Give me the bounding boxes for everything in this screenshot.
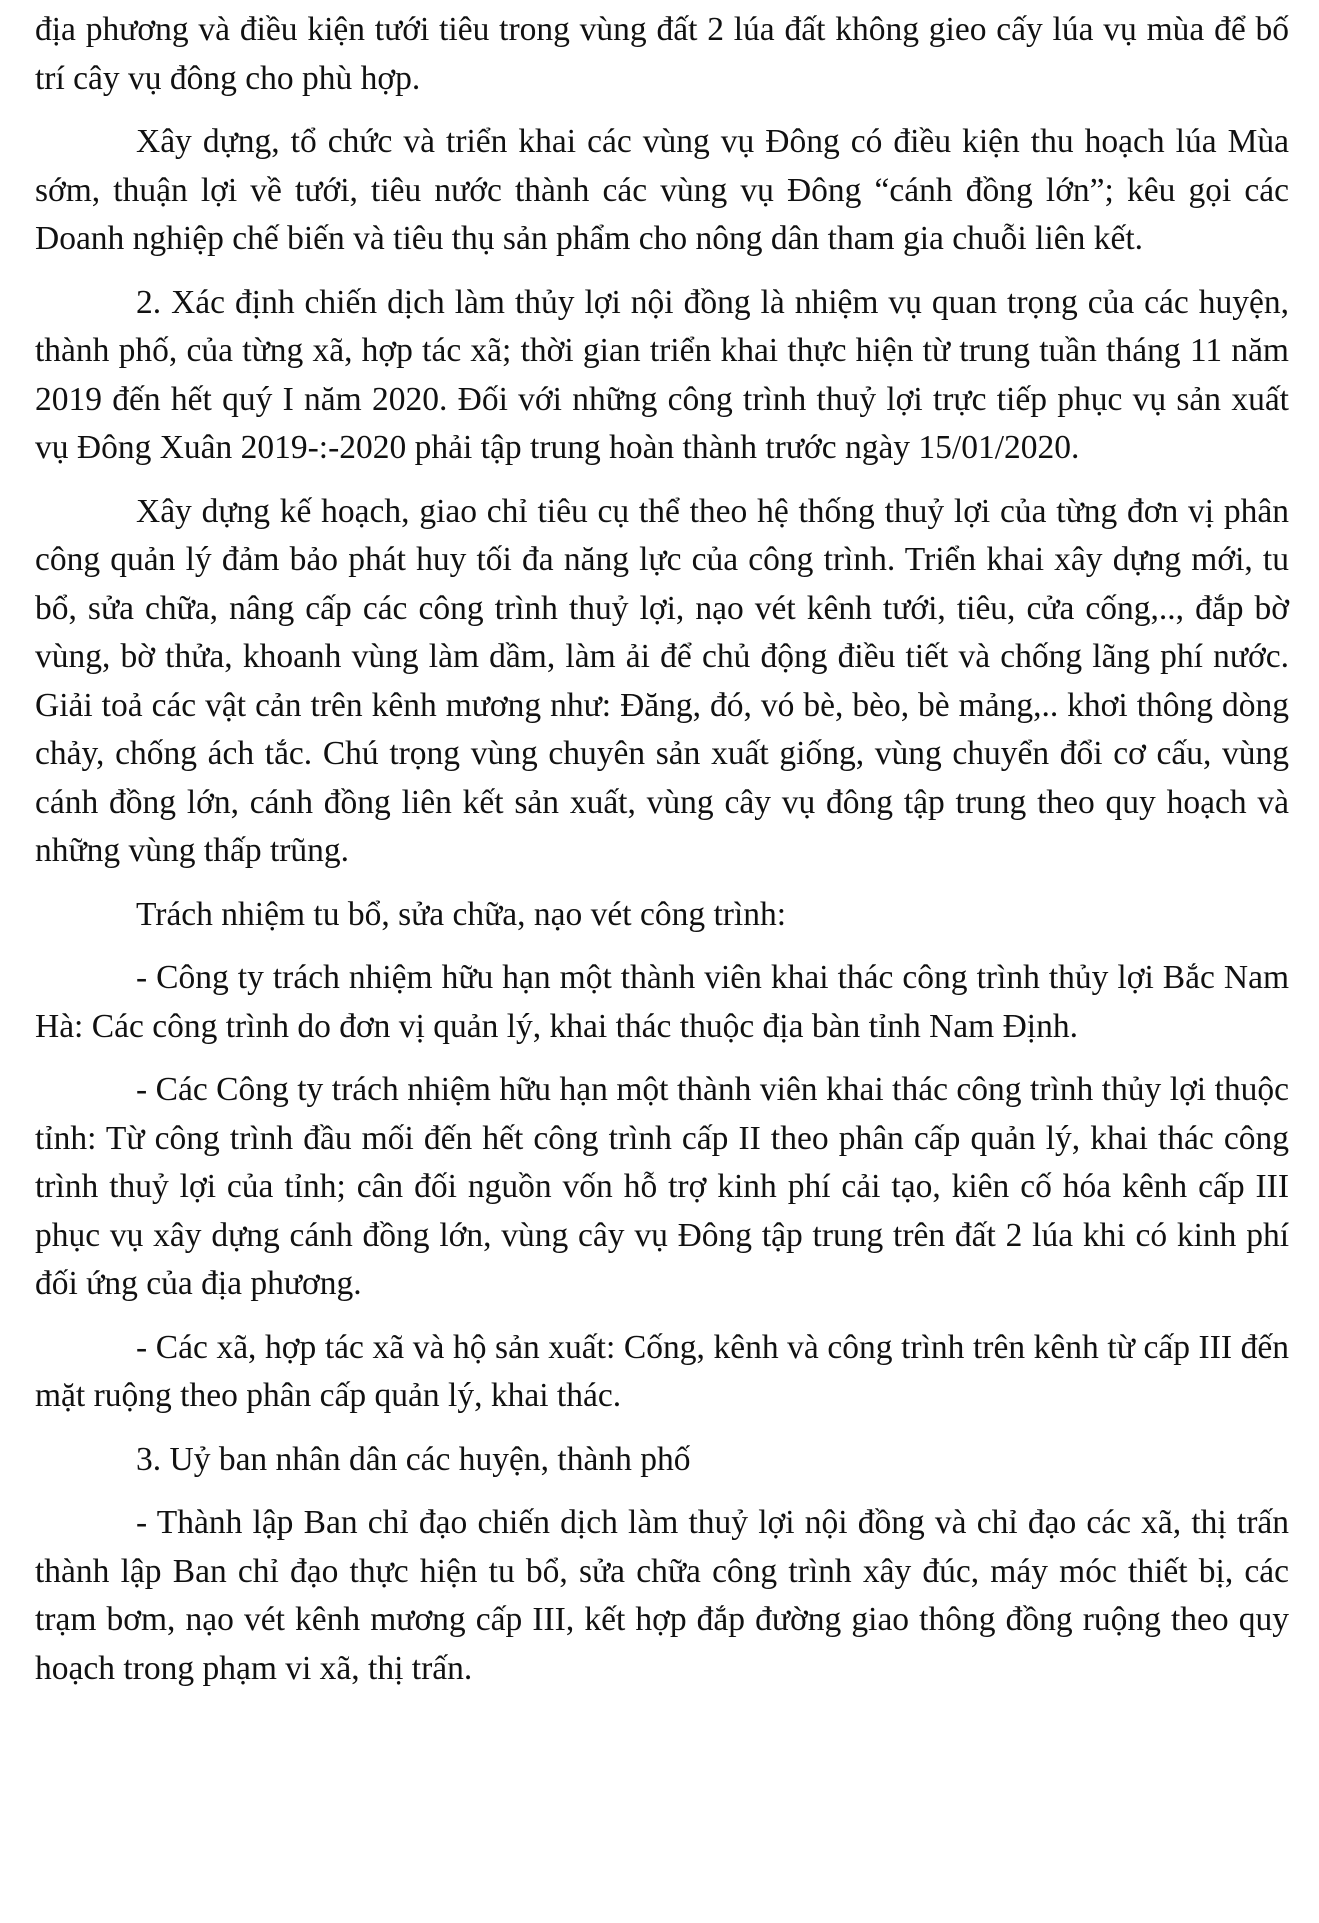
paragraph-5: Trách nhiệm tu bổ, sửa chữa, nạo vét công trình: (136, 895, 787, 933)
document-page (35, 6, 1289, 1693)
paragraph-7: - Các Công ty trách nhiệm hữu hạn một thành viên khai thác công trình thủy lợi thuộc tỉnh: Từ công trình đầu mối đến hết công trình cấp II theo phân cấp quản lý, khai thác công trình thuỷ lợi của tỉnh; cân đối nguồn vốn hỗ trợ kinh phí cải tạo, kiên cố hóa kênh cấp III phục vụ xây dựng cánh đồng lớn, vùng cây vụ Đông tập trung trên đất 2 lúa khi có kinh phí đối ứng của địa phương. (35, 1071, 1289, 1302)
paragraph-8: - Các xã, hợp tác xã và hộ sản xuất: Cống, kênh và công trình trên kênh từ cấp III đến mặt ruộng theo phân cấp quản lý, khai thác. (35, 1328, 1289, 1414)
paragraph-1: địa phương và điều kiện tưới tiêu trong vùng đất 2 lúa đất không gieo cấy lúa vụ mùa để bố trí cây vụ đông cho phù hợp. (35, 11, 1289, 97)
paragraph-10: - Thành lập Ban chỉ đạo chiến dịch làm thuỷ lợi nội đồng và chỉ đạo các xã, thị trấn thành lập Ban chỉ đạo thực hiện tu bổ, sửa chữa công trình xây đúc, máy móc thiết bị, các trạm bơm, nạo vét kênh mương cấp III, kết hợp đắp đường giao thông đồng ruộng theo quy hoạch trong phạm vi xã, thị trấn. (35, 1504, 1289, 1687)
paragraph-4: Xây dựng kế hoạch, giao chỉ tiêu cụ thể theo hệ thống thuỷ lợi của từng đơn vị phân công quản lý đảm bảo phát huy tối đa năng lực của công trình. Triển khai xây dựng mới, tu bổ, sửa chữa, nâng cấp các công trình thuỷ lợi, nạo vét kênh tưới, tiêu, cửa cống,.., đắp bờ vùng, bờ thửa, khoanh vùng làm dầm, làm ải để chủ động điều tiết và chống lãng phí nước. Giải toả các vật cản trên kênh mương như: Đăng, đó, vó bè, bèo, bè mảng,.. khơi thông dòng chảy, chống ách tắc. Chú trọng vùng chuyên sản xuất giống, vùng chuyển đổi cơ cấu, vùng cánh đồng lớn, cánh đồng liên kết sản xuất, vùng cây vụ đông tập trung theo quy hoạch và những vùng thấp trũng. (35, 492, 1289, 869)
paragraph-3: 2. Xác định chiến dịch làm thủy lợi nội đồng là nhiệm vụ quan trọng của các huyện, thành phố, của từng xã, hợp tác xã; thời gian triển khai thực hiện từ trung tuần tháng 11 năm 2019 đến hết quý I năm 2020. Đối với những công trình thuỷ lợi trực tiếp phục vụ sản xuất vụ Đông Xuân 2019-:-2020 phải tập trung hoàn thành trước ngày 15/01/2020. (35, 283, 1289, 466)
paragraph-9: 3. Uỷ ban nhân dân các huyện, thành phố (136, 1440, 691, 1478)
paragraph-6: - Công ty trách nhiệm hữu hạn một thành viên khai thác công trình thủy lợi Bắc Nam Hà: Các công trình do đơn vị quản lý, khai thác thuộc địa bàn tỉnh Nam Định. (35, 959, 1289, 1045)
paragraph-2: Xây dựng, tổ chức và triển khai các vùng vụ Đông có điều kiện thu hoạch lúa Mùa sớm, thuận lợi về tưới, tiêu nước thành các vùng vụ Đông “cánh đồng lớn”; kêu gọi các Doanh nghiệp chế biến và tiêu thụ sản phẩm cho nông dân tham gia chuỗi liên kết. (35, 123, 1289, 257)
